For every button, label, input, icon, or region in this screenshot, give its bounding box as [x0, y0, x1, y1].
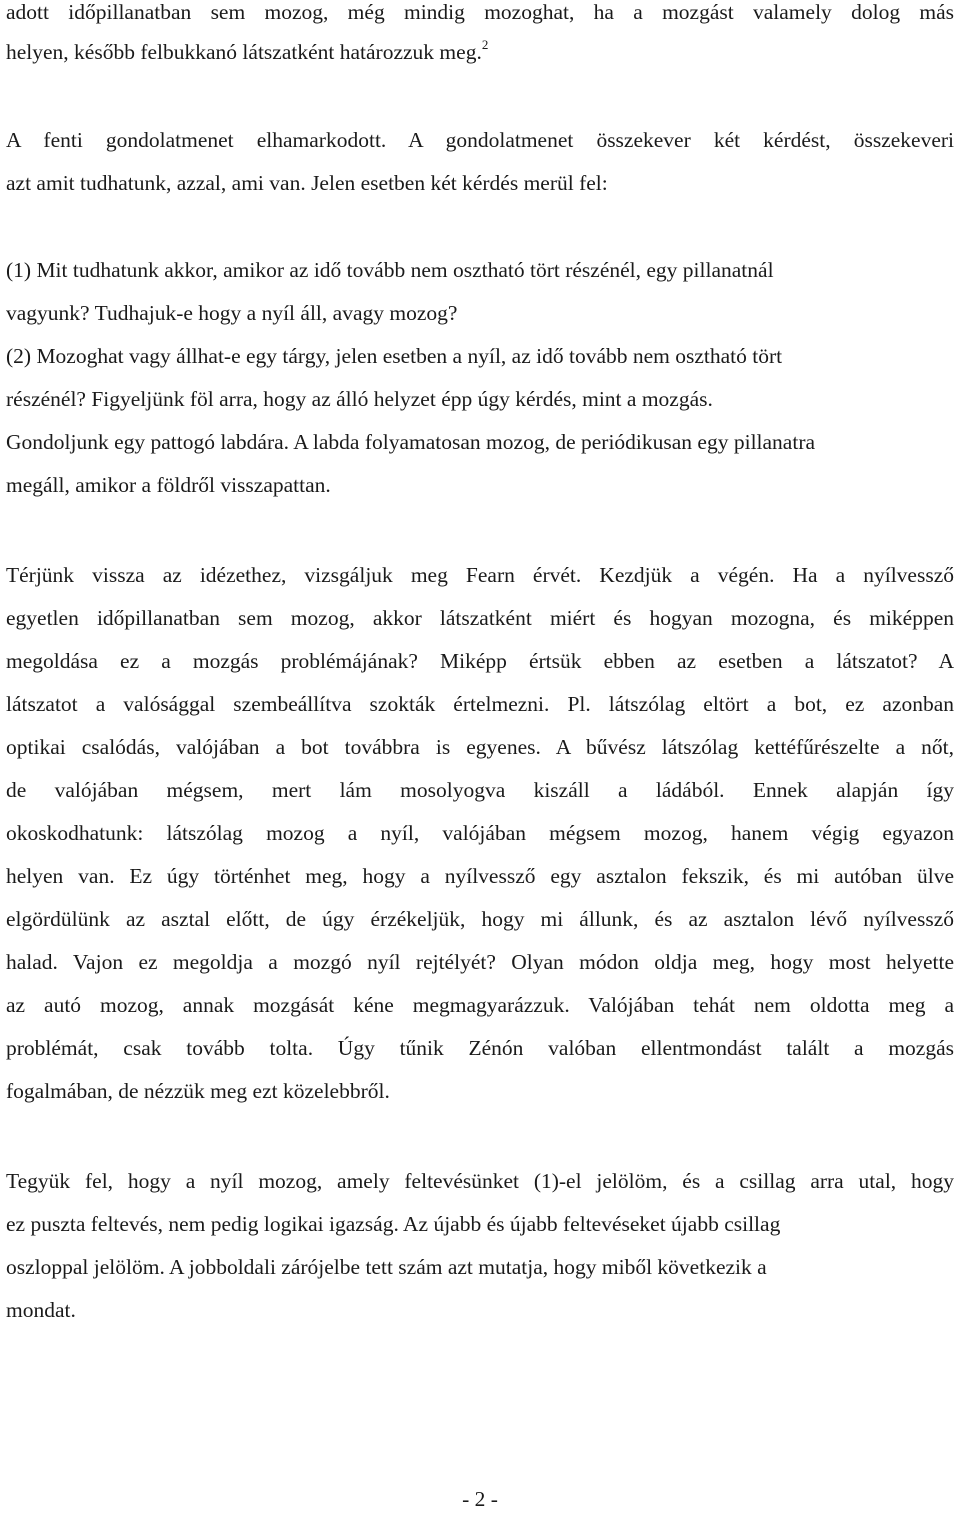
- text-line: de valójában mégsem, mert lám mosolyogva kiszáll a ládából. Ennek alapján így: [6, 778, 954, 802]
- text-line: azt amit tudhatunk, azzal, ami van. Jelen esetben két kérdés merül fel:: [6, 171, 608, 195]
- text-line: megáll, amikor a földről visszapattan.: [6, 473, 331, 497]
- text-line: (2) Mozoghat vagy állhat-e egy tárgy, jelen esetben a nyíl, az idő tovább nem osztható tört: [6, 344, 783, 368]
- text-line: A fenti gondolatmenet elhamarkodott. A gondolatmenet összekever két kérdést, összekeveri: [6, 128, 954, 152]
- text-line: optikai csalódás, valójában a bot továbbra is egyenes. A bűvész látszólag kettéfűrészelte a nőt,: [6, 735, 954, 759]
- text-line: Térjünk vissza az idézethez, vizsgáljuk meg Fearn érvét. Kezdjük a végén. Ha a nyílvessző: [6, 563, 954, 587]
- footnote-ref: 2: [481, 37, 489, 52]
- text-line: az autó mozog, annak mozgását kéne megmagyarázzuk. Valójában tehát nem oldotta meg a: [6, 993, 954, 1017]
- text-line: Tegyük fel, hogy a nyíl mozog, amely feltevésünket (1)-el jelölöm, és a csillag arra utal, hogy: [6, 1169, 954, 1193]
- text-line: vagyunk? Tudhajuk-e hogy a nyíl áll, avagy mozog?: [6, 301, 458, 325]
- text-line: ez puszta feltevés, nem pedig logikai igazság. Az újabb és újabb feltevéseket újabb csillag: [6, 1212, 781, 1236]
- text-line: helyen van. Ez úgy történhet meg, hogy a nyílvessző egy asztalon fekszik, és mi autóban ülve: [6, 864, 954, 888]
- text-line: okoskodhatunk: látszólag mozog a nyíl, valójában mégsem mozog, hanem végig egyazon: [6, 821, 954, 845]
- text-line: látszatot a valósággal szembeállítva szokták értelmezni. Pl. látszólag eltört a bot, ez azonban: [6, 692, 954, 716]
- text-line: halad. Vajon ez megoldja a mozgó nyíl rejtélyét? Olyan módon oldja meg, hogy most helyette: [6, 950, 954, 974]
- text-line: megoldása ez a mozgás problémájának? Miképp értsük ebben az esetben a látszatot? A: [6, 649, 954, 673]
- text-line: problémát, csak tovább tolta. Úgy tűnik Zénón valóban ellentmondást talált a mozgás: [6, 1036, 954, 1060]
- text-line: helyen, később felbukkanó látszatként határozzuk meg.$^2$: [6, 37, 489, 64]
- text-line: (1) Mit tudhatunk akkor, amikor az idő tovább nem osztható tört részénél, egy pillanatnál: [6, 258, 774, 282]
- page-number: - 2 -: [462, 1487, 498, 1511]
- text-line: adott időpillanatban sem mozog, még mindig mozoghat, ha a mozgást valamely dolog más: [6, 0, 954, 24]
- text-line: egyetlen időpillanatban sem mozog, akkor látszatként miért és hogyan mozogna, és miképpen: [6, 606, 954, 630]
- text-line: részénél? Figyeljünk föl arra, hogy az álló helyzet épp úgy kérdés, mint a mozgás.: [6, 387, 713, 411]
- text-line: oszloppal jelölöm. A jobboldali zárójelbe tett szám azt mutatja, hogy miből következik a: [6, 1255, 767, 1279]
- text-line: elgördülünk az asztal előtt, de úgy érzékeljük, hogy mi állunk, és az asztalon lévő nyílvessző: [6, 907, 954, 931]
- text-line: Gondoljunk egy pattogó labdára. A labda folyamatosan mozog, de periódikusan egy pillanatra: [6, 430, 816, 454]
- text-line: mondat.: [6, 1298, 76, 1322]
- text-line: fogalmában, de nézzük meg ezt közelebbről.: [6, 1079, 390, 1103]
